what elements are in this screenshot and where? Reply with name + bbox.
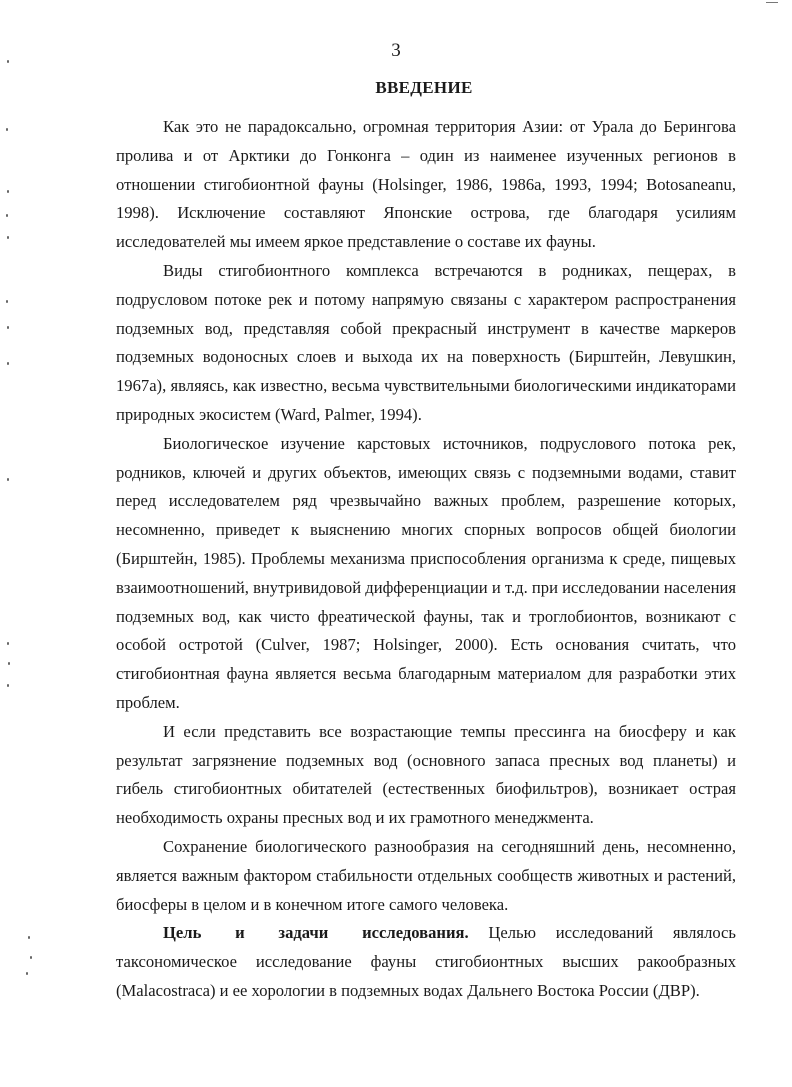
page-title: ВВЕДЕНИЕ bbox=[375, 78, 473, 97]
scan-speck bbox=[28, 936, 30, 939]
scan-speck bbox=[7, 642, 9, 645]
scan-speck bbox=[26, 972, 28, 975]
goals-text: Целью исследований являлось таксономическое исследование фауны стигобионтных высших ракообразных (Malacostraca) и ее хорологии в подземных водах Дальнего Востока России (ДВР). bbox=[116, 923, 736, 1000]
scan-speck bbox=[7, 190, 9, 193]
goals-heading: Цель и задачи исследования. bbox=[163, 923, 469, 943]
paragraph-biological-study: Биологическое изучение карстовых источников, подруслового потока рек, родников, ключей и других объектов, имеющих связь с подземными водами, ставит перед исследователем ряд чрезвычайно важных проблем, разрешение которых, несомненно, приведет к выяснению многих спорных вопросов общей биологии (Бирштейн, 1985). Проблемы механизма приспособления организма к среде, пищевых взаимоотношений, внутривидовой дифференциации и т.д. при исследовании населения подземных вод, как чисто фреатической фауны, так и троглобионтов, возникают с особой остротой (Culver, 1987; Holsinger, 2000). Есть основания считать, что стигобионтная фауна является весьма благодарным материалом для разработки этих проблем. bbox=[116, 433, 736, 712]
paragraph-goals bbox=[116, 919, 736, 1005]
scan-corner-mark bbox=[766, 2, 778, 3]
paragraph-pollution: И если представить все возрастающие темпы прессинга на биосферу и как результат загрязнение подземных вод (основного запаса пресных вод планеты) и гибель стигобионтных обитателей (естественных биофильтров), возникает острая необходимость охраны пресных вод и их грамотного менеджмента. bbox=[116, 721, 736, 828]
paragraph-intro: Как это не парадоксально, огромная территория Азии: от Урала до Берингова пролива и от Арктики до Гонконга – один из наименее изученных регионов в отношении стигобионтной фауны (Holsinger, 1986, 1986а, 1993, 1994; Botosaneanu, 1998). Исключение составляют Японские острова, где благодаря усилиям исследователей мы имеем яркое представление о составе их фауны. bbox=[116, 117, 736, 252]
scan-speck bbox=[6, 128, 8, 131]
scan-speck bbox=[30, 956, 32, 959]
scan-speck bbox=[7, 326, 9, 329]
paragraph-stygobiont-species: Виды стигобионтного комплекса встречаются в родниках, пещерах, в подрусловом потоке рек и потому напрямую связаны с характером распространения подземных вод, представляя собой прекрасный инструмент в качестве маркеров подземных водоносных слоев и выхода их на поверхность (Бирштейн, Левушкин, 1967а), являясь, как известно, весьма чувствительными биологическими индикаторами природных экосистем (Ward, Palmer, 1994). bbox=[116, 260, 736, 424]
scan-speck bbox=[6, 214, 8, 217]
scan-speck bbox=[7, 684, 9, 687]
scan-speck bbox=[6, 300, 8, 303]
scan-speck bbox=[7, 236, 9, 239]
paragraph-biodiversity: Сохранение биологического разнообразия на сегодняшний день, несомненно, является важным фактором стабильности отдельных сообществ животных и растений, биосферы в целом и в конечном итоге самого человека. bbox=[116, 836, 736, 914]
scan-speck bbox=[7, 362, 9, 365]
document-body bbox=[116, 113, 736, 1006]
scan-speck bbox=[8, 662, 10, 665]
page-number: 3 bbox=[391, 40, 401, 61]
scan-speck bbox=[7, 478, 9, 481]
